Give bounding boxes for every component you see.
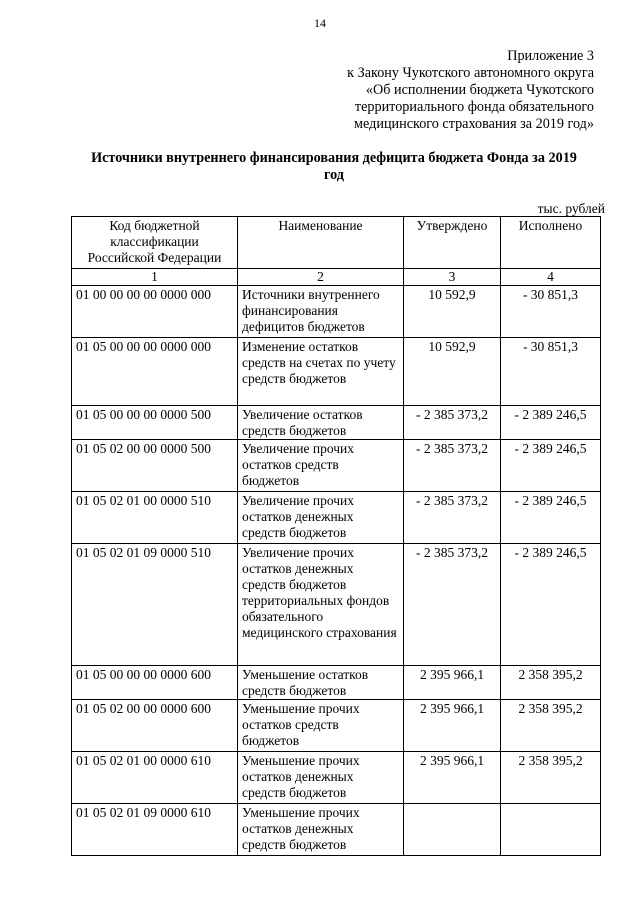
row-name: Увеличение прочих остатков средств бюджетов xyxy=(238,440,404,492)
row-name: Изменение остатков средств на счетах по учету средств бюджетов xyxy=(238,338,404,406)
appendix-line: «Об исполнении бюджета Чукотского xyxy=(365,82,594,98)
header-name: Наименование xyxy=(238,217,404,269)
table-row xyxy=(72,804,601,856)
row-approved: - 2 385 373,2 xyxy=(404,544,501,666)
row-code: 01 05 02 01 09 0000 510 xyxy=(72,544,238,666)
row-name: Уменьшение прочих остатков средств бюджетов xyxy=(238,700,404,752)
row-executed: - 2 389 246,5 xyxy=(501,406,601,440)
row-executed: - 2 389 246,5 xyxy=(501,440,601,492)
row-code: 01 05 02 00 00 0000 500 xyxy=(72,440,238,492)
table-row xyxy=(72,544,601,666)
column-number: 3 xyxy=(404,269,501,286)
column-number-row xyxy=(72,269,601,286)
row-approved: - 2 385 373,2 xyxy=(404,440,501,492)
appendix-line: Приложение 3 xyxy=(507,48,594,64)
row-name: Уменьшение прочих остатков денежных средств бюджетов xyxy=(238,752,404,804)
row-executed: - 2 389 246,5 xyxy=(501,544,601,666)
table-row xyxy=(72,440,601,492)
table-row xyxy=(72,406,601,440)
row-executed: - 30 851,3 xyxy=(501,338,601,406)
row-code: 01 05 02 01 00 0000 510 xyxy=(72,492,238,544)
row-code: 01 05 00 00 00 0000 600 xyxy=(72,666,238,700)
page-number: 14 xyxy=(314,16,326,30)
units-label: тыс. рублей xyxy=(537,201,605,216)
row-approved xyxy=(404,804,501,856)
row-code: 01 05 02 00 00 0000 600 xyxy=(72,700,238,752)
row-name: Уменьшение прочих остатков денежных средств бюджетов xyxy=(238,804,404,856)
document-title xyxy=(40,150,628,184)
table-row xyxy=(72,700,601,752)
table-row xyxy=(72,492,601,544)
row-executed: - 30 851,3 xyxy=(501,286,601,338)
row-executed: 2 358 395,2 xyxy=(501,666,601,700)
row-name: Уменьшение остатков средств бюджетов xyxy=(238,666,404,700)
row-executed xyxy=(501,804,601,856)
appendix-line: территориального фонда обязательного xyxy=(354,99,594,115)
row-approved: - 2 385 373,2 xyxy=(404,406,501,440)
row-executed: - 2 389 246,5 xyxy=(501,492,601,544)
column-number: 1 xyxy=(72,269,238,286)
appendix-line: к Закону Чукотского автономного округа xyxy=(347,65,594,81)
header-executed: Исполнено xyxy=(501,217,601,269)
appendix-line: медицинского страхования за 2019 год» xyxy=(354,116,594,132)
appendix-note xyxy=(294,48,594,133)
table-header-row xyxy=(72,217,601,269)
row-approved: 2 395 966,1 xyxy=(404,666,501,700)
title-line: год xyxy=(324,167,344,183)
header-code: Код бюджетной классификации Российской Федерации xyxy=(72,217,238,269)
table-row xyxy=(72,286,601,338)
row-code: 01 05 02 01 09 0000 610 xyxy=(72,804,238,856)
row-code: 01 05 00 00 00 0000 500 xyxy=(72,406,238,440)
row-approved: 2 395 966,1 xyxy=(404,752,501,804)
column-number: 2 xyxy=(238,269,404,286)
table-row xyxy=(72,752,601,804)
row-code: 01 05 02 01 00 0000 610 xyxy=(72,752,238,804)
row-approved: 10 592,9 xyxy=(404,338,501,406)
row-name: Увеличение прочих остатков денежных средств бюджетов xyxy=(238,492,404,544)
table-row xyxy=(72,338,601,406)
table-row xyxy=(72,666,601,700)
row-approved: - 2 385 373,2 xyxy=(404,492,501,544)
column-number: 4 xyxy=(501,269,601,286)
row-executed: 2 358 395,2 xyxy=(501,700,601,752)
row-name: Увеличение прочих остатков денежных средств бюджетов территориальных фондов обязательного медицинского страхования xyxy=(238,544,404,666)
budget-sources-table xyxy=(71,216,601,856)
header-approved: Утверждено xyxy=(404,217,501,269)
row-name: Источники внутреннего финансирования дефицитов бюджетов xyxy=(238,286,404,338)
row-executed: 2 358 395,2 xyxy=(501,752,601,804)
row-code: 01 05 00 00 00 0000 000 xyxy=(72,338,238,406)
row-approved: 10 592,9 xyxy=(404,286,501,338)
row-code: 01 00 00 00 00 0000 000 xyxy=(72,286,238,338)
title-line: Источники внутреннего финансирования дефицита бюджета Фонда за 2019 xyxy=(91,150,577,166)
row-approved: 2 395 966,1 xyxy=(404,700,501,752)
row-name: Увеличение остатков средств бюджетов xyxy=(238,406,404,440)
